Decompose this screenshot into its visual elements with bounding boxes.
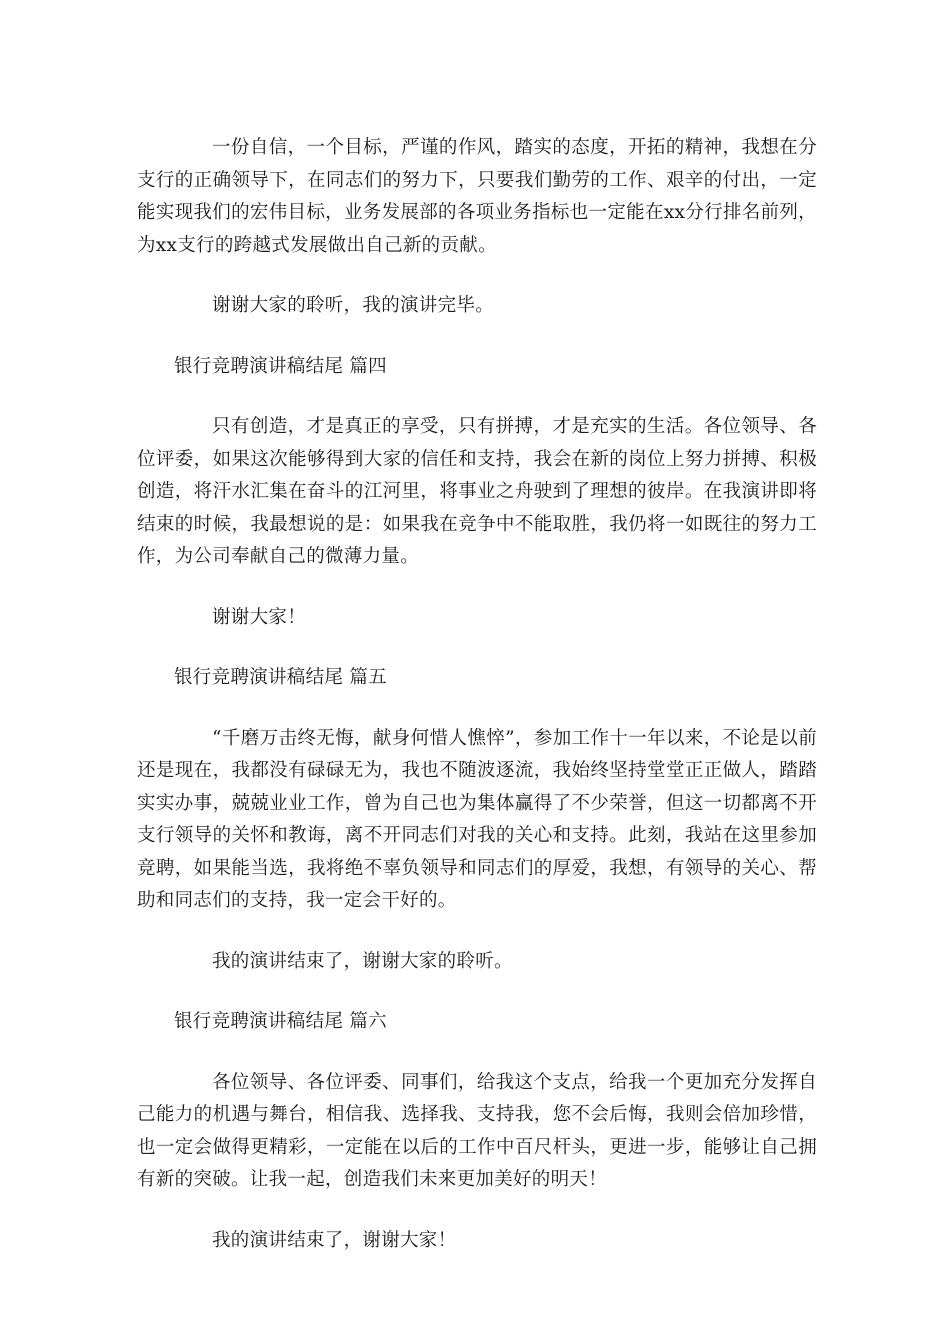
paragraph-6: 我的演讲结束了，谢谢大家的聆听。	[212, 950, 513, 972]
section-heading-4: 银行竞聘演讲稿结尾 篇四	[174, 355, 387, 377]
paragraph-7: 各位领导、各位评委、同事们，给我这个支点，给我一个更加充分发挥自己能力的机遇与舞台，相信我、选择我、支持我，您不会后悔，我则会倍加珍惜，也一定会做得更精彩，一定能在以后的工作中百尺杆头，更进一步，能够让自己拥有新的突破。让我一起，创造我们未来更加美好的明天！	[137, 1071, 817, 1190]
paragraph-8: 我的演讲结束了，谢谢大家！	[212, 1229, 457, 1251]
paragraph-5: “千磨万击终无悔，献身何惜人憔悴”，参加工作十一年以来，不论是以前还是现在，我都没有碌碌无为，我也不随波逐流，我始终坚持堂堂正正做人，踏踏实实办事，兢兢业业工作，曾为自己也为集体赢得了不少荣誉，但这一切都离不开支行领导的关怀和教诲，离不开同志们对我的关心和支持。此刻，我站在这里参加竞聘，如果能当选，我将绝不辜负领导和同志们的厚爱，我想，有领导的关心、帮助和同志们的支持，我一定会干好的。	[137, 727, 817, 911]
section-heading-6: 银行竞聘演讲稿结尾 篇六	[174, 1011, 387, 1032]
document-body	[137, 132, 817, 1257]
paragraph-3: 只有创造，才是真正的享受，只有拼搏，才是充实的生活。各位领导、各位评委，如果这次能够得到大家的信任和支持，我会在新的岗位上努力拼搏、积极创造，将汗水汇集在奋斗的江河里，将事业之舟驶到了理想的彼岸。在我演讲即将结束的时候，我最想说的是：如果我在竞争中不能取胜，我仍将一如既往的努力工作，为公司奉献自己的微薄力量。	[137, 416, 817, 567]
section-heading-5: 银行竞聘演讲稿结尾 篇五	[174, 667, 387, 688]
paragraph-4: 谢谢大家！	[212, 606, 307, 628]
paragraph-1: 一份自信，一个目标，严谨的作风，踏实的态度，开拓的精神，我想在分支行的正确领导下，在同志们的努力下，只要我们勤劳的工作、艰辛的付出，一定能实现我们的宏伟目标，业务发展部的各项业务指标也一定能在xx分行排名前列，为xx支行的跨越式发展做出自己新的贡献。	[137, 137, 817, 256]
paragraph-2: 谢谢大家的聆听，我的演讲完毕。	[212, 295, 495, 316]
